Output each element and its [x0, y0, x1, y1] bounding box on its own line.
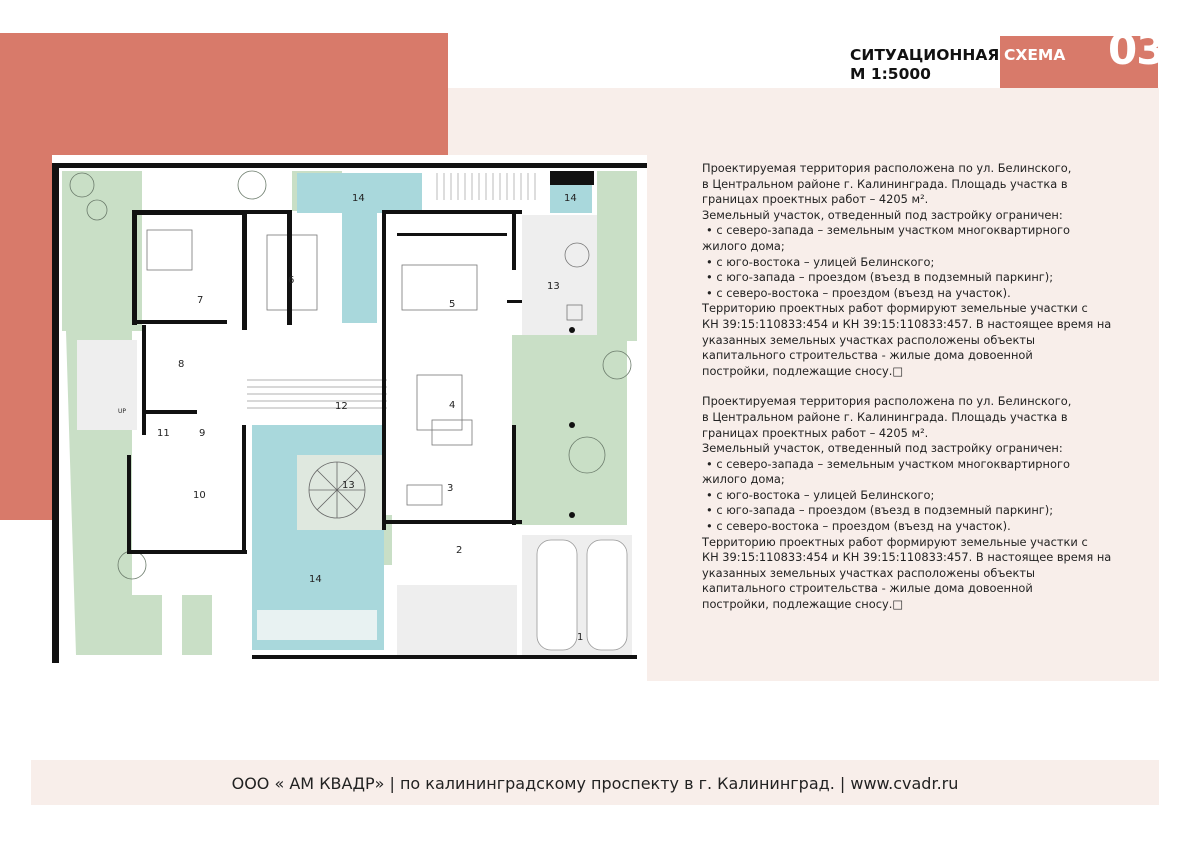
desc-line: капитального строительства - жилые дома довоенной	[702, 348, 1033, 363]
desc-line: указанных земельных участках расположены объекты	[702, 565, 1035, 580]
page-number: 03	[1108, 25, 1165, 74]
desc-line: Земельный участок, отведенный под застройку ограничен:	[702, 441, 1063, 456]
desc-line: Проектируемая территория расположена по ул. Белинского,	[702, 394, 1072, 409]
room-label: 13	[547, 281, 560, 292]
desc-line: жилого дома;	[702, 238, 785, 253]
room-label: 4	[449, 400, 456, 411]
room-label: 7	[197, 295, 204, 306]
desc-line: Территорию проектных работ формируют земельные участки с	[702, 534, 1088, 549]
desc-line: постройки, подлежащие сносу.□	[702, 363, 904, 378]
page-title	[850, 46, 999, 84]
desc-line: Территорию проектных работ формируют земельные участки с	[702, 301, 1088, 316]
desc-bullet: • с северо-запада – земельным участком многоквартирного	[706, 456, 1070, 471]
desc-line: границах проектных работ – 4205 м².	[702, 192, 929, 207]
desc-line: границах проектных работ – 4205 м².	[702, 425, 929, 440]
title-part1: СИТУАЦИОННАЯ	[850, 46, 1000, 64]
room-label: 13	[342, 480, 355, 491]
scale-label: М 1:5000	[850, 65, 931, 83]
floor-plan	[52, 155, 647, 666]
pool-steps	[257, 610, 377, 640]
room-label: 3	[447, 483, 454, 494]
desc-line: Земельный участок, отведенный под застройку ограничен:	[702, 207, 1063, 222]
desc-bullet: • с юго-запада – проездом (въезд в подземный паркинг);	[706, 503, 1054, 518]
desc-bullet: • с юго-востока – улицей Белинского;	[706, 254, 935, 269]
up-label: UP	[118, 408, 127, 415]
tree-icon	[309, 462, 365, 518]
room-label: 9	[199, 428, 206, 439]
room-label: 1	[577, 632, 584, 643]
room-label: 10	[193, 490, 206, 501]
footer-text: ООО « АМ КВАДР» | по калининградскому проспекту в г. Калининград. | www.cvadr.ru	[231, 774, 959, 793]
room-label: 11	[157, 428, 170, 439]
site-description	[702, 161, 1154, 613]
desc-bullet: • с северо-востока – проездом (въезд на участок).	[706, 285, 1011, 300]
room-label: 2	[456, 545, 463, 556]
desc-bullet: • с юго-востока – улицей Белинского;	[706, 487, 935, 502]
desc-line: КН 39:15:110833:454 и КН 39:15:110833:457. В настоящее время на	[702, 550, 1112, 565]
desc-line: КН 39:15:110833:454 и КН 39:15:110833:457. В настоящее время на	[702, 316, 1112, 331]
room-label: 6	[288, 275, 295, 286]
room-label: 5	[449, 299, 456, 310]
desc-line: капитального строительства - жилые дома довоенной	[702, 581, 1033, 596]
title-part2: СХЕМА	[1004, 46, 1066, 64]
room-label: 14	[564, 193, 577, 204]
desc-bullet: • с юго-запада – проездом (въезд в подземный паркинг);	[706, 270, 1054, 285]
desc-line: постройки, подлежащие сносу.□	[702, 597, 904, 612]
desc-bullet: • с северо-запада – земельным участком многоквартирного	[706, 223, 1070, 238]
room-label: 8	[178, 359, 185, 370]
footer	[31, 760, 1159, 805]
desc-line: в Центральном районе г. Калининграда. Площадь участка в	[702, 176, 1068, 191]
desc-line: указанных земельных участках расположены объекты	[702, 332, 1035, 347]
desc-line: жилого дома;	[702, 472, 785, 487]
desc-line: в Центральном районе г. Калининграда. Площадь участка в	[702, 409, 1068, 424]
desc-line: Проектируемая территория расположена по ул. Белинского,	[702, 161, 1072, 175]
desc-bullet: • с северо-востока – проездом (въезд на участок).	[706, 519, 1011, 534]
room-label: 14	[352, 193, 365, 204]
room-label: 14	[309, 574, 322, 585]
room-label: 12	[335, 401, 348, 412]
